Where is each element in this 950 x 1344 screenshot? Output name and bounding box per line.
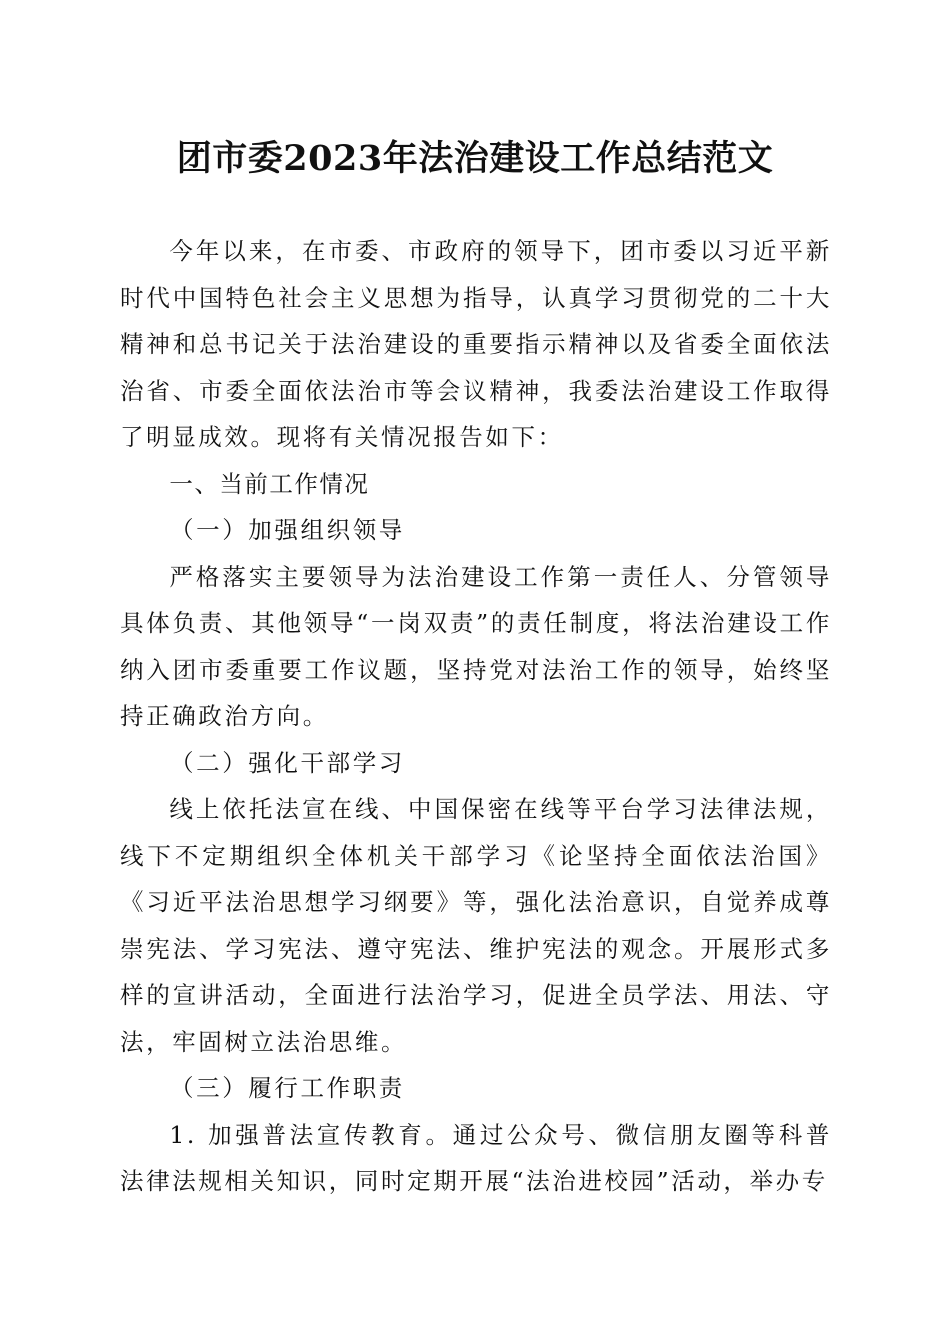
paragraph-organization: 严格落实主要领导为法治建设工作第一责任人、分管领导具体负责、其他领导“一岗双责”的责任制度，将法治建设工作纳入团市委重要工作议题，坚持党对法治工作的领导，始终坚持正确政治方向。 [120, 562, 832, 730]
paragraph-duties-item-1: 1. 加强普法宣传教育。通过公众号、微信朋友圈等科普法律法规相关知识，同时定期开展“法治进校园”活动，举办专 [120, 1120, 832, 1195]
section-heading-current-work: 一、当前工作情况 [169, 469, 370, 498]
subsection-heading-study: （二）强化干部学习 [170, 748, 405, 777]
document-body [120, 228, 832, 1205]
subsection-heading-organization: （一）加强组织领导 [170, 516, 405, 544]
intro-paragraph: 今年以来，在市委、市政府的领导下，团市委以习近平新时代中国特色社会主义思想为指导，认真学习贯彻党的二十大精神和总书记关于法治建设的重要指示精神以及省委全面依法治省、市委全面依法治市等会议精神，我委法治建设工作取得了明显成效。现将有关情况报告如下： [120, 237, 832, 451]
subsection-heading-duties: （三）履行工作职责 [170, 1074, 405, 1102]
document-title: 团市委2023年法治建设工作总结范文 [176, 138, 774, 179]
paragraph-study: 线上依托法宣在线、中国保密在线等平台学习法律法规，线下不定期组织全体机关干部学习《论坚持全面依法治国》《习近平法治思想学习纲要》等，强化法治意识，自觉养成尊崇宪法、学习宪法、遵守宪法、维护宪法的观念。开展形式多样的宣讲活动，全面进行法治学习，促进全员学法、用法、守法，牢固树立法治思维。 [120, 795, 832, 1056]
